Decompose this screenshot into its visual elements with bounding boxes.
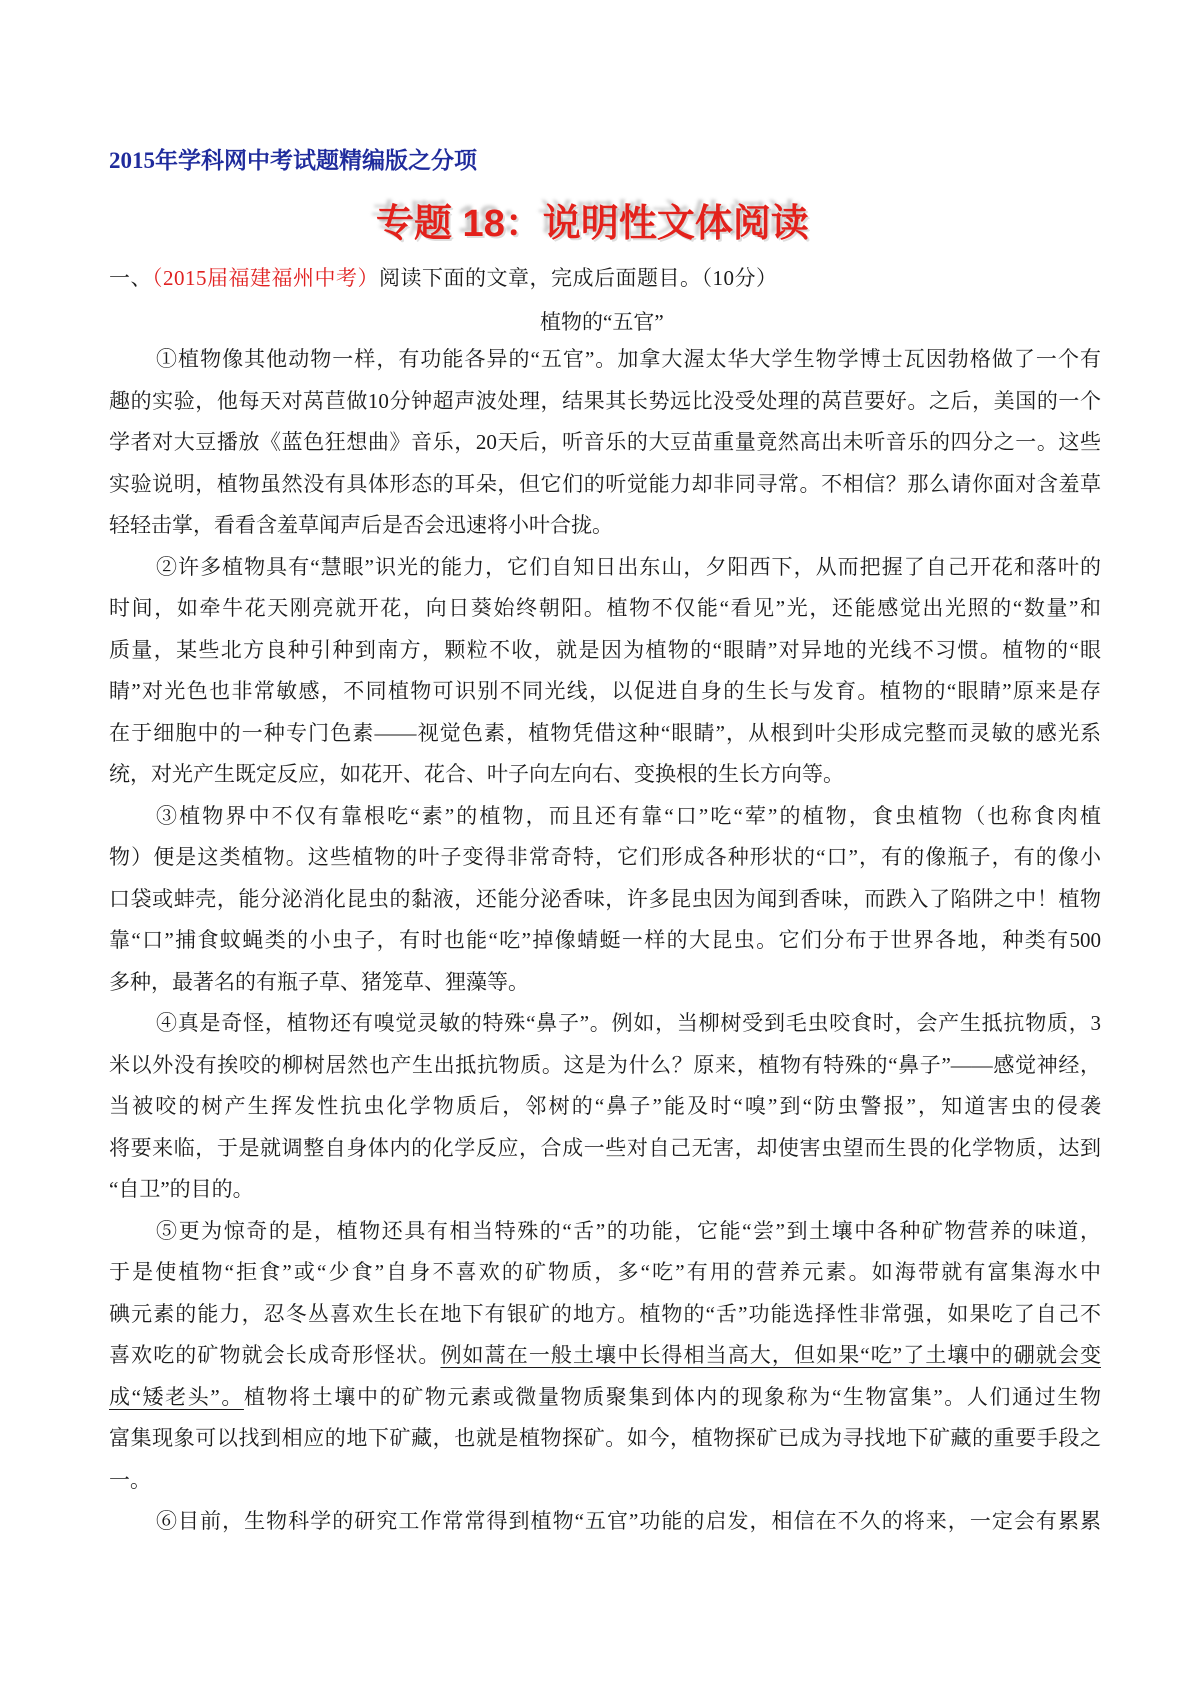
article-line: ②许多植物具有“慧眼”识光的能力，它们自知日出东山，夕阳西下，从而把握了自己开花和落叶的 (156, 554, 1101, 579)
article-line: “自卫”的目的。 (109, 1177, 254, 1201)
article-line: 于是使植物“拒食”或“少食”自身不喜欢的矿物质，多“吃”有用的营养元素。如海带就有富集海水中 (109, 1260, 1101, 1284)
article-line: 一。 (109, 1467, 151, 1492)
question-number: 一、 (109, 266, 152, 290)
article-line: ③植物界中不仅有靠根吃“素”的植物，而且还有靠“口”吃“荤”的植物，食虫植物（也称食肉植 (156, 803, 1101, 828)
paragraph-4 (109, 1003, 1101, 1211)
article-line: ⑤更为惊奇的是，植物还具有相当特殊的“舌”的功能，它能“尝”到土壤中各种矿物营养的味道， (156, 1218, 1101, 1243)
article-line: 趣的实验，他每天对莴苣做10分钟超声波处理，结果其长势远比没受处理的莴苣要好。之后，美国的一个 (109, 388, 1101, 413)
article-line (109, 1377, 1101, 1419)
article-body (109, 339, 1101, 1543)
article-line: 富集现象可以找到相应的地下矿藏，也就是植物探矿。如今，植物探矿已成为寻找地下矿藏的重要手段之 (109, 1426, 1101, 1450)
question-instruction: 阅读下面的文章，完成后面题目。（10分） (379, 266, 778, 290)
article-line: 多种，最著名的有瓶子草、猪笼草、狸藻等。 (109, 969, 529, 994)
article-line: 口袋或蚌壳，能分泌消化昆虫的黏液，还能分泌香味，许多昆虫因为闻到香味，而跌入了陷阱之中！植物 (109, 886, 1101, 911)
article-line: ①植物像其他动物一样，有功能各异的“五官”。加拿大渥太华大学生物学博士瓦因勃格做了一个有 (156, 347, 1101, 371)
article-line: ⑥目前，生物科学的研究工作常常得到植物“五官”功能的启发，相信在不久的将来，一定会有累累 (156, 1509, 1101, 1533)
article-line: 在于细胞中的一种专门色素——视觉色素，植物凭借这种“眼睛”，从根到叶尖形成完整而灵敏的感光系 (109, 720, 1101, 745)
article-line: 碘元素的能力，忍冬丛喜欢生长在地下有银矿的地方。植物的“舌”功能选择性非常强，如果吃了自己不 (109, 1301, 1101, 1326)
line-segment: 植物将土壤中的矿物元素或微量物质聚集到体内的现象称为“生物富集”。人们通过生物 (243, 1384, 1101, 1409)
paragraph-1 (109, 339, 1101, 547)
underlined-sentence: 成“矮老头”。 (109, 1384, 244, 1409)
article-line: 时间，如牵牛花天刚亮就开花，向日葵始终朝阳。植物不仅能“看见”光，还能感觉出光照的“数量”和 (109, 596, 1101, 620)
article-line: 物）便是这类植物。这些植物的叶子变得非常奇特，它们形成各种形状的“口”，有的像瓶子，有的像小 (109, 845, 1101, 869)
article-line: 将要来临，于是就调整自身体内的化学反应，合成一些对自己无害，却使害虫望而生畏的化学物质，达到 (109, 1135, 1101, 1160)
line-segment: 喜欢吃的矿物就会长成奇形怪状。 (109, 1343, 441, 1367)
underlined-sentence: 例如蒿在一般土壤中长得相当高大，但如果“吃”了土壤中的硼就会变 (440, 1343, 1101, 1367)
paragraph-2 (109, 547, 1101, 796)
article-line: 轻轻击掌，看看含羞草闻声后是否会迅速将小叶合拢。 (109, 513, 613, 537)
question-heading (109, 258, 778, 298)
article-line (109, 1335, 1101, 1377)
paragraph-5 (109, 1211, 1101, 1502)
article-line: ④真是奇怪，植物还有嗅觉灵敏的特殊“鼻子”。例如，当柳树受到毛虫咬食时，会产生抵抗物质，3 (156, 1011, 1101, 1035)
topic-title: 专题 18：说明性文体阅读 (376, 203, 809, 245)
article-line: 统，对光产生既定反应，如花开、花合、叶子向左向右、变换根的生长方向等。 (109, 762, 844, 786)
article-line: 当被咬的树产生挥发性抗虫化学物质后，邻树的“鼻子”能及时“嗅”到“防虫警报”，知道害虫的侵袭 (109, 1094, 1101, 1118)
article-line: 实验说明，植物虽然没有具体形态的耳朵，但它们的听觉能力却非同寻常。不相信？那么请你面对含羞草 (109, 471, 1101, 496)
series-title: 2015年学科网中考试题精编版之分项 (109, 148, 477, 173)
paragraph-6 (109, 1501, 1101, 1543)
article-line: 米以外没有挨咬的柳树居然也产生出抵抗物质。这是为什么？原来，植物有特殊的“鼻子”——感觉神经， (109, 1052, 1101, 1077)
paragraph-3 (109, 796, 1101, 1004)
article-line: 质量，某些北方良种引种到南方，颗粒不收，就是因为植物的“眼睛”对异地的光线不习惯。植物的“眼 (109, 637, 1101, 662)
question-source: （2015届福建福州中考） (152, 266, 379, 290)
article-line: 靠“口”捕食蚊蝇类的小虫子，有时也能“吃”掉像蜻蜓一样的大昆虫。它们分布于世界各地，种类有500 (109, 928, 1101, 952)
article-line: 学者对大豆播放《蓝色狂想曲》音乐，20天后，听音乐的大豆苗重量竟然高出未听音乐的四分之一。这些 (109, 430, 1101, 454)
article-line: 睛”对光色也非常敏感，不同植物可识别不同光线，以促进自身的生长与发育。植物的“眼睛”原来是存 (109, 679, 1101, 703)
article-title: 植物的“五官” (540, 310, 664, 334)
